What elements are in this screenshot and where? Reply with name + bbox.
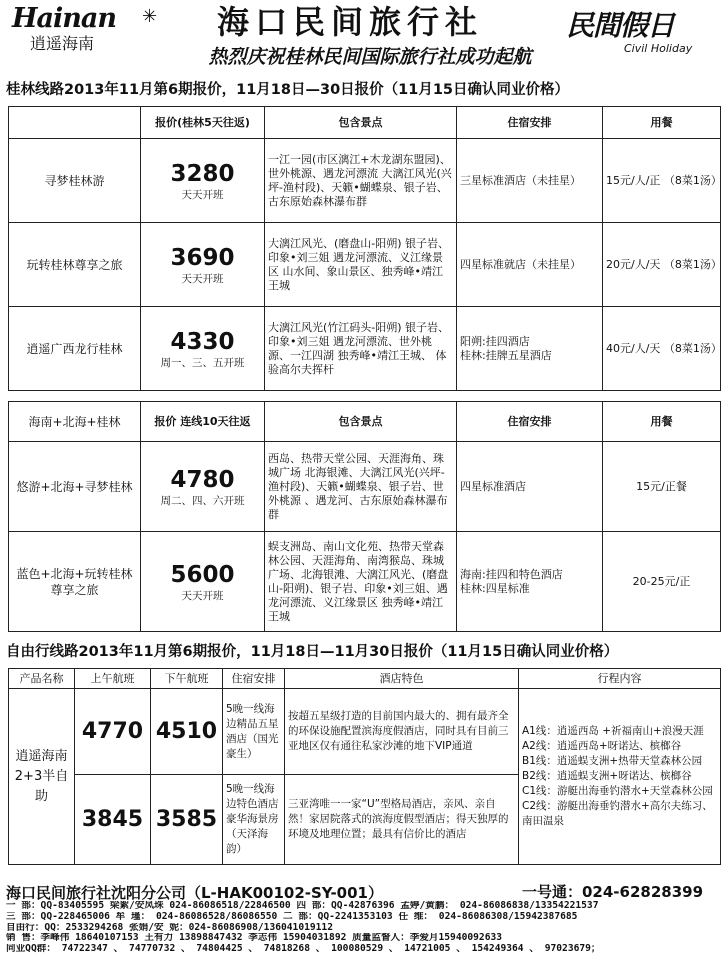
hotel [457, 307, 603, 391]
branch-company: 海口民间旅行社沈阳分公司（L-HAK00102-SY-001） [6, 884, 383, 902]
header-spots: 包含景点 [265, 402, 457, 442]
hotel: 四星标准就店（未挂星） [457, 223, 603, 307]
contact-list [6, 901, 722, 955]
table-header-row [9, 669, 721, 689]
free-travel-section-title: 自由行线路2013年11月第6期报价，11月18日—11月30日报价（11月15日确认同业价格） [6, 644, 619, 660]
header-hotel-feature: 酒店特色 [285, 669, 519, 689]
spots: 大漓江风光(竹江码头-阳朔) 银子岩、印象•刘三姐 遇龙河漂流、世外桃源、一江四湖 独秀峰•靖江王城、 体验高尔夫挥杆 [265, 307, 457, 391]
price: 4330 [170, 328, 235, 355]
itinerary-line: B2线：逍遥蜈支洲+呀诺达、槟榔谷 [522, 770, 692, 782]
header-pm-flight: 下午航班 [151, 669, 223, 689]
hotel-line: 阳朔:挂四酒店 [460, 334, 530, 348]
contact-line: 同业QQ群： 74722347 、 74770732 、 74804425 、 74818268 、 100080529 、 14721005 、 154249364 、 97023679； [6, 944, 601, 955]
hainan-logo-script: Hainan [12, 3, 117, 34]
route-name: 蓝色+北海+玩转桂林尊享之旅 [9, 532, 141, 632]
schedule: 天天开班 [181, 589, 224, 602]
spots: 蜈支洲岛、南山文化苑、热带天堂森林公园、天涯海角、南湾猴岛、珠城广场、北海银滩、大漓江风光、(磨盘山-阳朔)、银子岩、印象•刘三姐、遇龙河漂流、义江缘景区 独秀峰•靖江王城 [265, 532, 457, 632]
contact-line: 三 部：QQ-228465006 牟 瑾： 024-86086528/86086550 二 部：QQ-2241353103 任 维： 024-86086308/15942387685 [6, 911, 578, 922]
palm-tree-icon: ✳ [142, 6, 158, 27]
table-row [9, 442, 721, 532]
guilin-section-title: 桂林线路2013年11月第6期报价，11月18日—30日报价（11月15日确认同业价格） [6, 82, 570, 98]
contact-line: 销 售：李峰伟 18640107153 王有力 13898847432 李志伟 15904031892 质量监督人：李爱月15940092633 [6, 933, 503, 944]
itinerary-line: A2线：逍遥西岛+呀诺达、槟榔谷 [522, 740, 682, 752]
price-cell [141, 223, 265, 307]
price: 5600 [170, 561, 235, 588]
route-name: 玩转桂林尊享之旅 [9, 223, 141, 307]
table-row [9, 689, 721, 775]
price: 3690 [170, 244, 235, 271]
header-meal: 用餐 [603, 402, 721, 442]
itinerary [519, 689, 721, 865]
meal: 15元/正餐 [603, 442, 721, 532]
header-hotel: 住宿安排 [457, 107, 603, 139]
product-name: 逍遥海南2+3半自助 [9, 689, 75, 865]
hotel-line: 海南:挂四和特色酒店 [460, 567, 563, 581]
header-meal: 用餐 [603, 107, 721, 139]
schedule: 天天开班 [181, 188, 224, 201]
itinerary-line: B1线：逍遥蜈支洲+热带天堂森林公园 [522, 755, 703, 767]
civil-holiday-logo-en: Civil Holiday [624, 42, 693, 55]
itinerary-line: C2线：游艇出海垂钓潜水+高尔夫练习、南田温泉 [522, 800, 713, 827]
header-hotel: 住宿安排 [457, 402, 603, 442]
meal: 40元/人/天 （8菜1汤） [603, 307, 721, 391]
free-travel-table [8, 668, 721, 865]
hainan-logo [12, 4, 162, 56]
route-name: 悠游+北海+寻梦桂林 [9, 442, 141, 532]
table-row [9, 223, 721, 307]
am-price: 3845 [75, 775, 151, 865]
hotel-line: 桂林:四星标准 [460, 581, 530, 595]
header-combo-route: 海南+北海+桂林 [9, 402, 141, 442]
meal: 15元/人/正 （8菜1汤） [603, 139, 721, 223]
route-name: 寻梦桂林游 [9, 139, 141, 223]
hotline: 一号通：024-62828399 [522, 883, 704, 901]
pm-price: 4510 [151, 689, 223, 775]
guilin-price-table [8, 106, 721, 391]
price-cell [141, 139, 265, 223]
schedule: 周二、四、六开班 [160, 494, 245, 507]
hotel-line: 桂林:挂牌五星酒店 [460, 348, 552, 362]
schedule: 周一、三、五开班 [160, 356, 245, 369]
spots: 一江一园(市区漓江+木龙湖东盟园)、世外桃源、遇龙河漂流 大漓江风光(兴坪-渔村段)、天籁•蝴蝶泉、银子岩、古东原始森林瀑布群 [265, 139, 457, 223]
table-row [9, 307, 721, 391]
hotel: 5晚一线海边特色酒店豪华海景房（天泽海韵） [223, 775, 285, 865]
header-itinerary: 行程内容 [519, 669, 721, 689]
itinerary-line: A1线：逍遥西岛 +祈福南山+浪漫天涯 [522, 725, 704, 737]
header-spots: 包含景点 [265, 107, 457, 139]
route-name: 逍遥广西龙行桂林 [9, 307, 141, 391]
header-price: 报价(桂林5天往返) [141, 107, 265, 139]
am-price: 4770 [75, 689, 151, 775]
header-am-flight: 上午航班 [75, 669, 151, 689]
table-header-row [9, 402, 721, 442]
price: 4780 [170, 466, 235, 493]
hotel: 5晚一线海边精品五星酒店（国光豪生） [223, 689, 285, 775]
hotel-feature: 按超五星级打造的目前国内最大的、拥有最齐全的环保设施配置滨海度假酒店，同时具有目前三亚地区仅有通往私家沙滩的地下VIP通道 [285, 689, 519, 775]
slogan: 热烈庆祝桂林民间国际旅行社成功起航 [208, 46, 532, 68]
civil-holiday-logo [566, 10, 726, 66]
header-cell-blank [9, 107, 141, 139]
meal: 20-25元/正 [603, 532, 721, 632]
table-row [9, 139, 721, 223]
schedule: 天天开班 [181, 272, 224, 285]
price-cell [141, 307, 265, 391]
hainan-logo-subtitle: 逍遥海南 [30, 34, 95, 53]
table-header-row [9, 107, 721, 139]
header-hotel: 住宿安排 [223, 669, 285, 689]
price-cell [141, 532, 265, 632]
spots: 大漓江风光、(磨盘山-阳朔) 银子岩、印象•刘三姐 遇龙河漂流、义江缘景区 山水间、象山景区、独秀峰•靖江王城 [265, 223, 457, 307]
hotel-feature: 三亚湾唯一一家“U”型格局酒店，亲风、亲自然！家居院落式的滨海度假型酒店；得天独厚的环境及地理位置；最具有信价比的酒店 [285, 775, 519, 865]
header-product: 产品名称 [9, 669, 75, 689]
price-cell [141, 442, 265, 532]
hotel [457, 532, 603, 632]
hainan-beihai-guilin-table [8, 401, 721, 632]
hotel: 三星标准酒店（未挂星） [457, 139, 603, 223]
agency-title: 海口民间旅行社 [216, 3, 483, 41]
meal: 20元/人/天 （8菜1汤） [603, 223, 721, 307]
itinerary-line: C1线：游艇出海垂钓潜水+天堂森林公园 [522, 785, 713, 797]
header-price: 报价 连线10天往返 [141, 402, 265, 442]
hotel: 四星标准酒店 [457, 442, 603, 532]
table-row [9, 532, 721, 632]
civil-holiday-logo-cn: 民間假日 [566, 9, 675, 42]
price: 3280 [170, 160, 235, 187]
contact-line: 一 部：QQ-83405595 梁絮/安凤珠 024-86086518/22846500 四 部：QQ-42876396 孟婷/黄鹏： 024-86086838/13354221537 [6, 901, 599, 911]
header [0, 0, 728, 78]
contact-line: 自由行：QQ：2533294268 张娟/安 妮：024-86086908/136041019112 [6, 922, 333, 933]
spots: 西岛、热带天堂公园、天涯海角、珠城广场 北海银滩、大漓江风光(兴坪-渔村段)、天籁•蝴蝶泉、银子岩、世外桃源 、遇龙河、古东原始森林瀑布群 [265, 442, 457, 532]
pm-price: 3585 [151, 775, 223, 865]
